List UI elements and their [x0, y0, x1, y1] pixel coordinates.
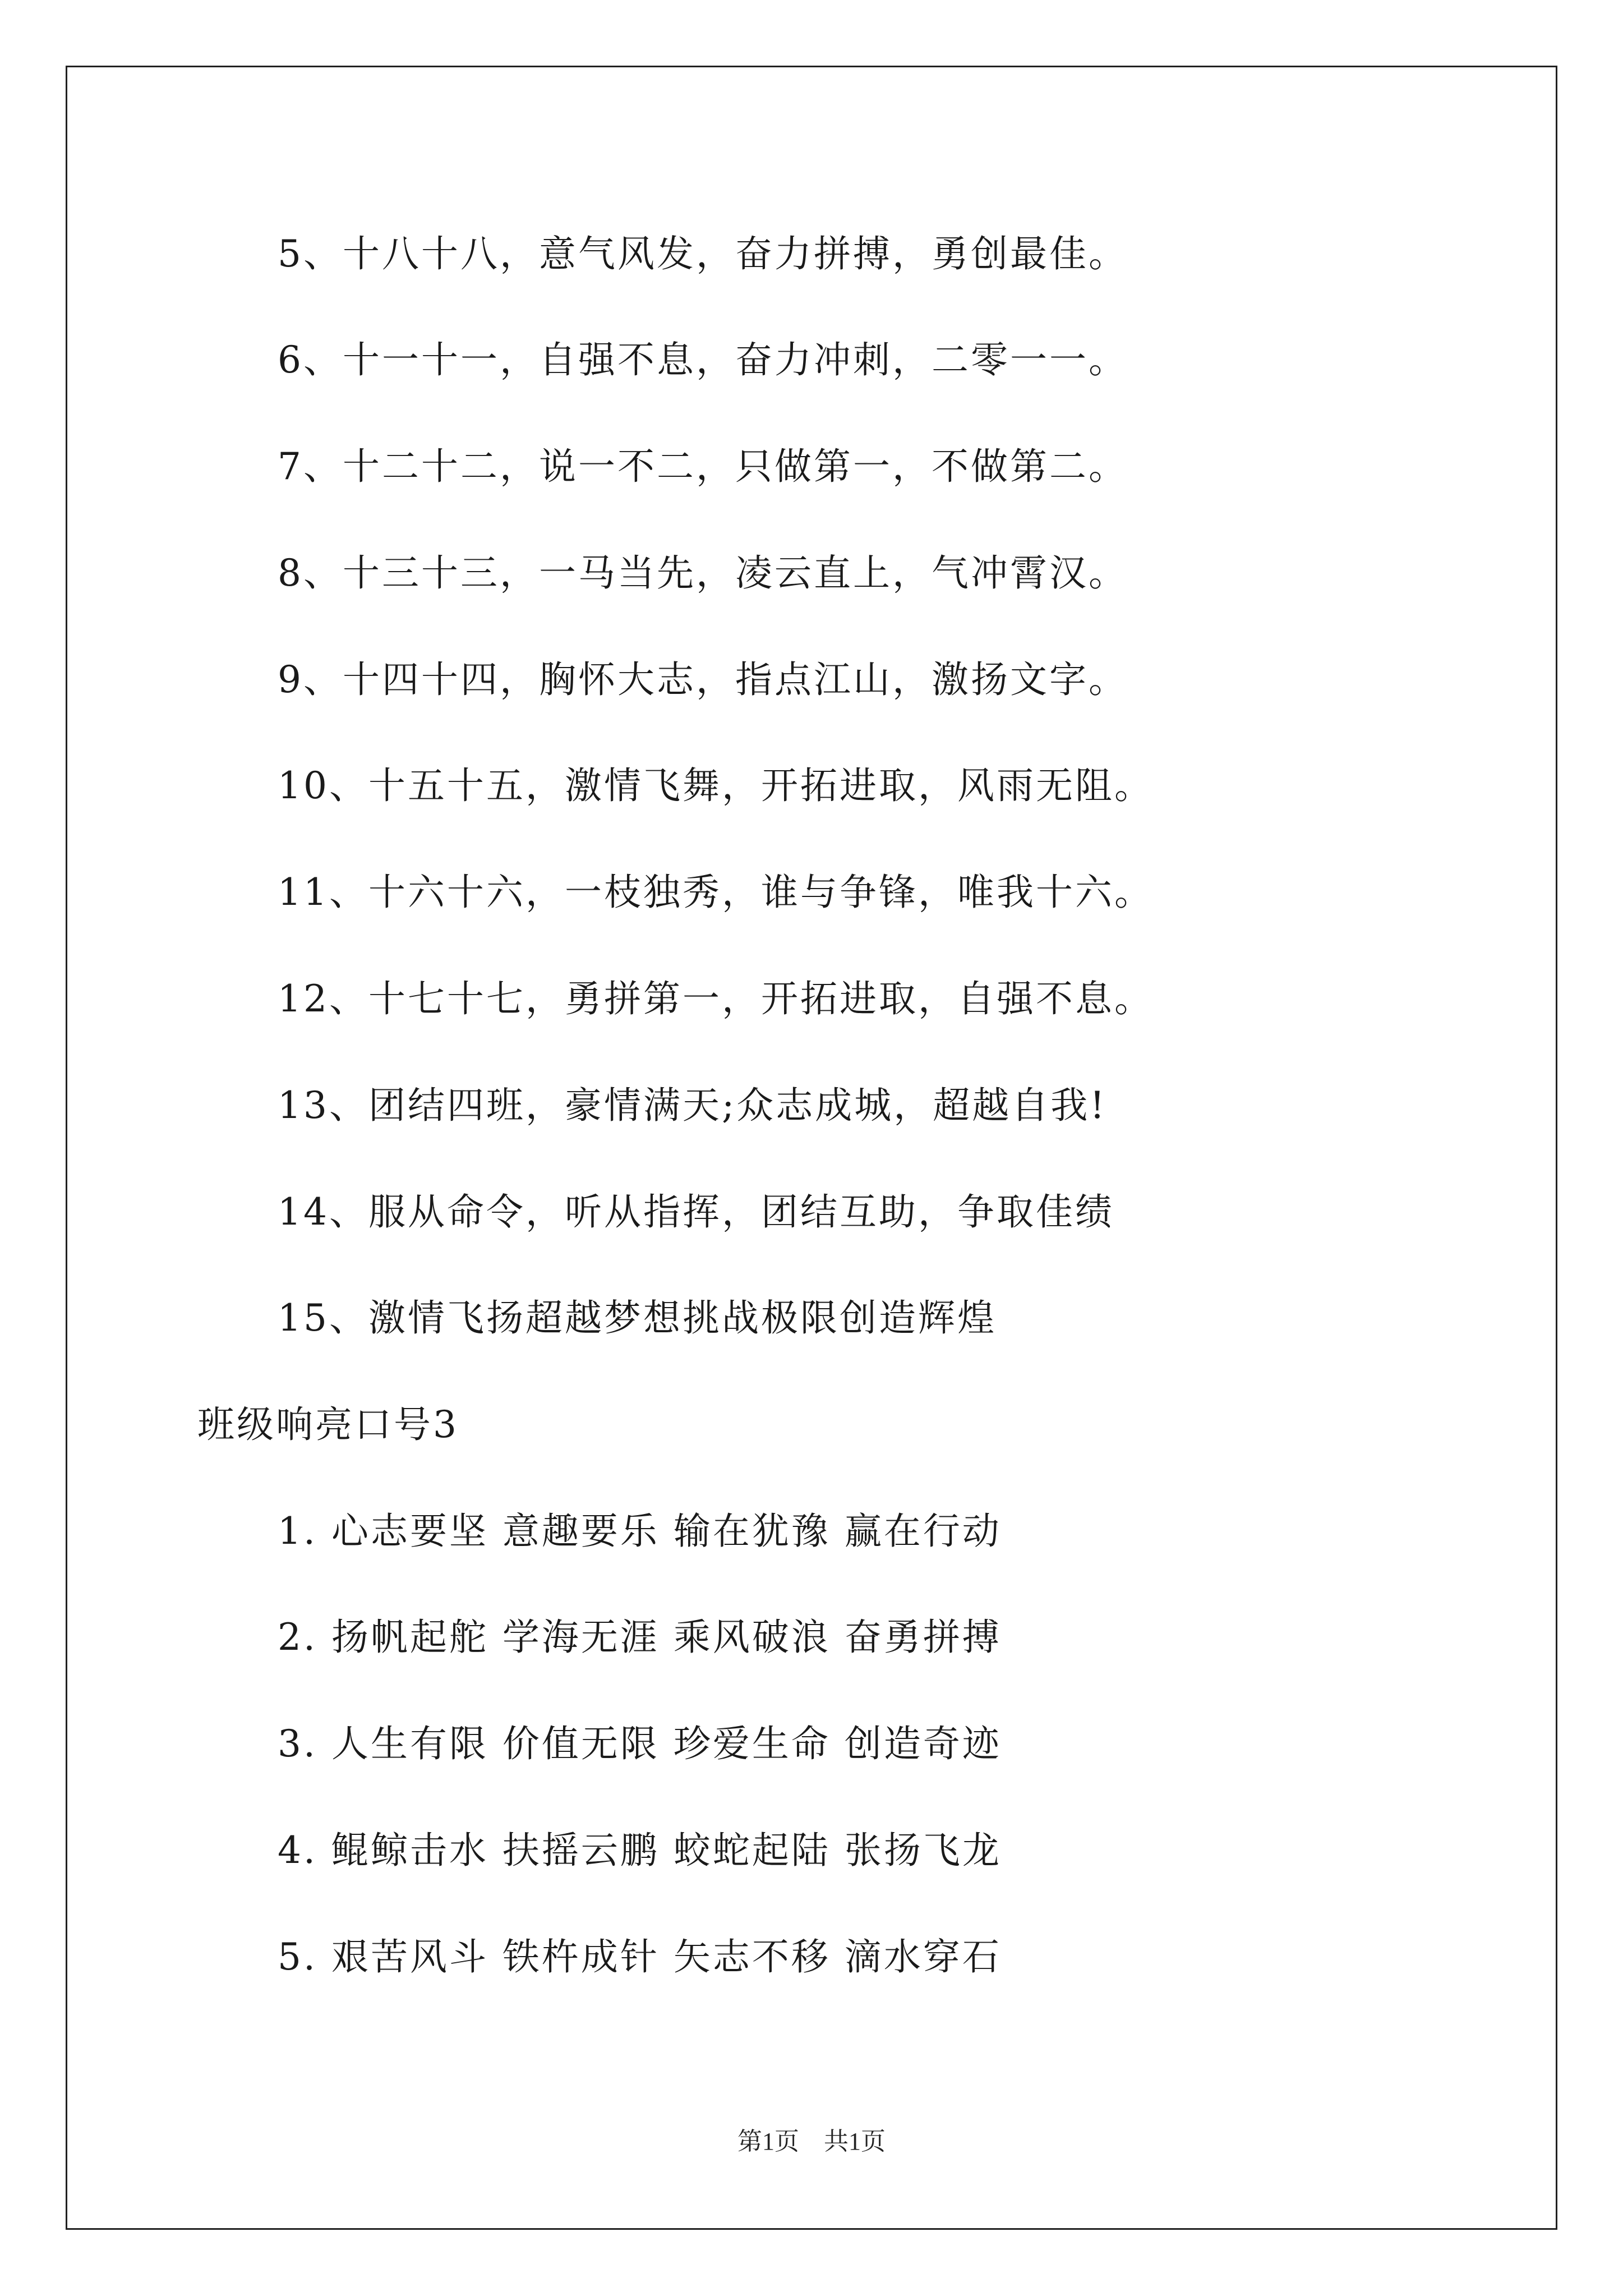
page-frame: [66, 66, 1557, 2230]
list-item: 4. 鲲鲸击水 扶摇云鹏 蛟蛇起陆 张扬飞龙: [278, 1829, 1002, 1872]
list-item: 5. 艰苦风斗 铁杵成针 矢志不移 滴水穿石: [278, 1935, 1002, 1978]
list-item: 9、十四十四，胸怀大志，指点江山，激扬文字。: [278, 658, 1128, 701]
list-item: 10、十五十五，激情飞舞，开拓进取，风雨无阻。: [278, 764, 1154, 807]
list-item: 7、十二十二，说一不二，只做第一，不做第二。: [278, 445, 1128, 488]
list-item: 3. 人生有限 价值无限 珍爱生命 创造奇迹: [278, 1722, 1002, 1765]
list-item: 12、十七十七，勇拼第一，开拓进取，自强不息。: [278, 977, 1154, 1020]
list-item: 2. 扬帆起舵 学海无涯 乘风破浪 奋勇拼搏: [278, 1616, 1002, 1659]
page-number-footer: 第1页 共1页: [737, 2128, 886, 2155]
section-heading: 班级响亮口号3: [197, 1403, 459, 1446]
list-item: 14、服从命令，听从指挥，团结互助，争取佳绩: [278, 1190, 1114, 1234]
list-item: 15、激情飞扬超越梦想挑战极限创造辉煌: [278, 1296, 997, 1340]
list-item: 6、十一十一，自强不息，奋力冲刺，二零一一。: [278, 338, 1128, 381]
list-item: 1. 心志要坚 意趣要乐 输在犹豫 赢在行动: [278, 1510, 1002, 1553]
list-item: 13、团结四班，豪情满天;众志成城，超越自我!: [278, 1084, 1107, 1127]
list-item: 5、十八十八，意气风发，奋力拼搏，勇创最佳。: [278, 232, 1128, 275]
list-item: 8、十三十三，一马当先，凌云直上，气冲霄汉。: [278, 551, 1128, 595]
list-item: 11、十六十六，一枝独秀，谁与争锋，唯我十六。: [278, 871, 1154, 914]
